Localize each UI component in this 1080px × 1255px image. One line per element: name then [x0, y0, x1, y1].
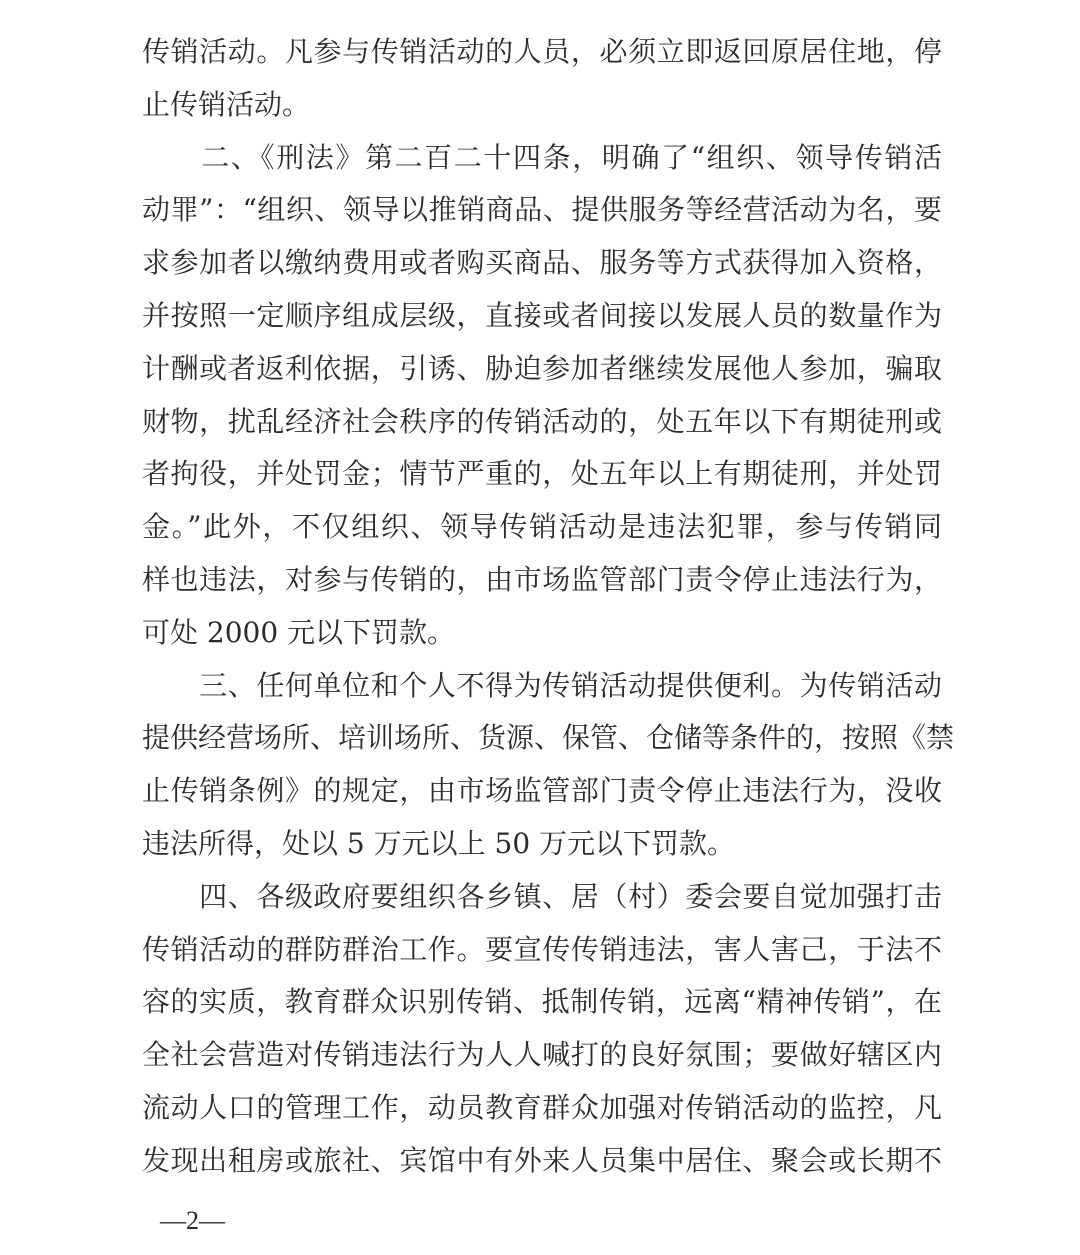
text-line: 四、各级政府要组织各乡镇、居（村）委会要自觉加强打击: [142, 879, 942, 913]
text-line: 三、任何单位和个人不得为传销活动提供便利。为传销活动: [142, 668, 942, 702]
body-text: [142, 26, 955, 1188]
text-line: 并按照一定顺序组成层级，直接或者间接以发展人员的数量作为: [142, 298, 942, 332]
text-line: 传销活动的群防群治工作。要宣传传销违法，害人害己，于法不: [142, 932, 942, 966]
text-line: 发现出租房或旅社、宾馆中有外来人员集中居住、聚会或长期不: [142, 1143, 942, 1177]
text-line: 求参加者以缴纳费用或者购买商品、服务等方式获得加入资格，: [142, 246, 942, 280]
text-line: 计酬或者返利依据，引诱、胁迫参加者继续发展他人参加，骗取: [142, 351, 942, 385]
text-line: 提供经营场所、培训场所、货源、保管、仓储等条件的，按照《禁: [142, 721, 955, 755]
page-number: —2—: [160, 1206, 225, 1235]
text-line: 止传销活动。: [142, 87, 311, 121]
text-line: 财物，扰乱经济社会秩序的传销活动的，处五年以下有期徒刑或: [142, 404, 942, 438]
text-line: 止传销条例》的规定，由市场监管部门责令停止违法行为，没收: [142, 774, 942, 808]
text-line: 全社会营造对传销违法行为人人喊打的良好氛围；要做好辖区内: [142, 1038, 942, 1072]
text-line: 者拘役，并处罚金；情节严重的，处五年以上有期徒刑，并处罚: [142, 457, 942, 491]
text-line: 金。”此外，不仅组织、领导传销活动是违法犯罪，参与传销同: [142, 510, 942, 544]
text-line: 违法所得，处以 5 万元以上 50 万元以下罚款。: [142, 826, 736, 860]
text-line: 传销活动。凡参与传销活动的人员，必须立即返回原居住地，停: [142, 35, 942, 68]
text-line: 动罪”：“组织、领导以推销商品、提供服务等经营活动为名，要: [142, 193, 942, 227]
text-line: 样也违法，对参与传销的，由市场监管部门责令停止违法行为，: [142, 562, 942, 596]
text-line: 流动人口的管理工作，动员教育群众加强对传销活动的监控，凡: [142, 1090, 942, 1124]
text-line: 二、《刑法》第二百二十四条，明确了“组织、领导传销活: [142, 140, 942, 174]
text-line: 容的实质，教育群众识别传销、抵制传销，远离“精神传销”，在: [142, 985, 942, 1019]
text-line: 可处 2000 元以下罚款。: [142, 615, 456, 649]
